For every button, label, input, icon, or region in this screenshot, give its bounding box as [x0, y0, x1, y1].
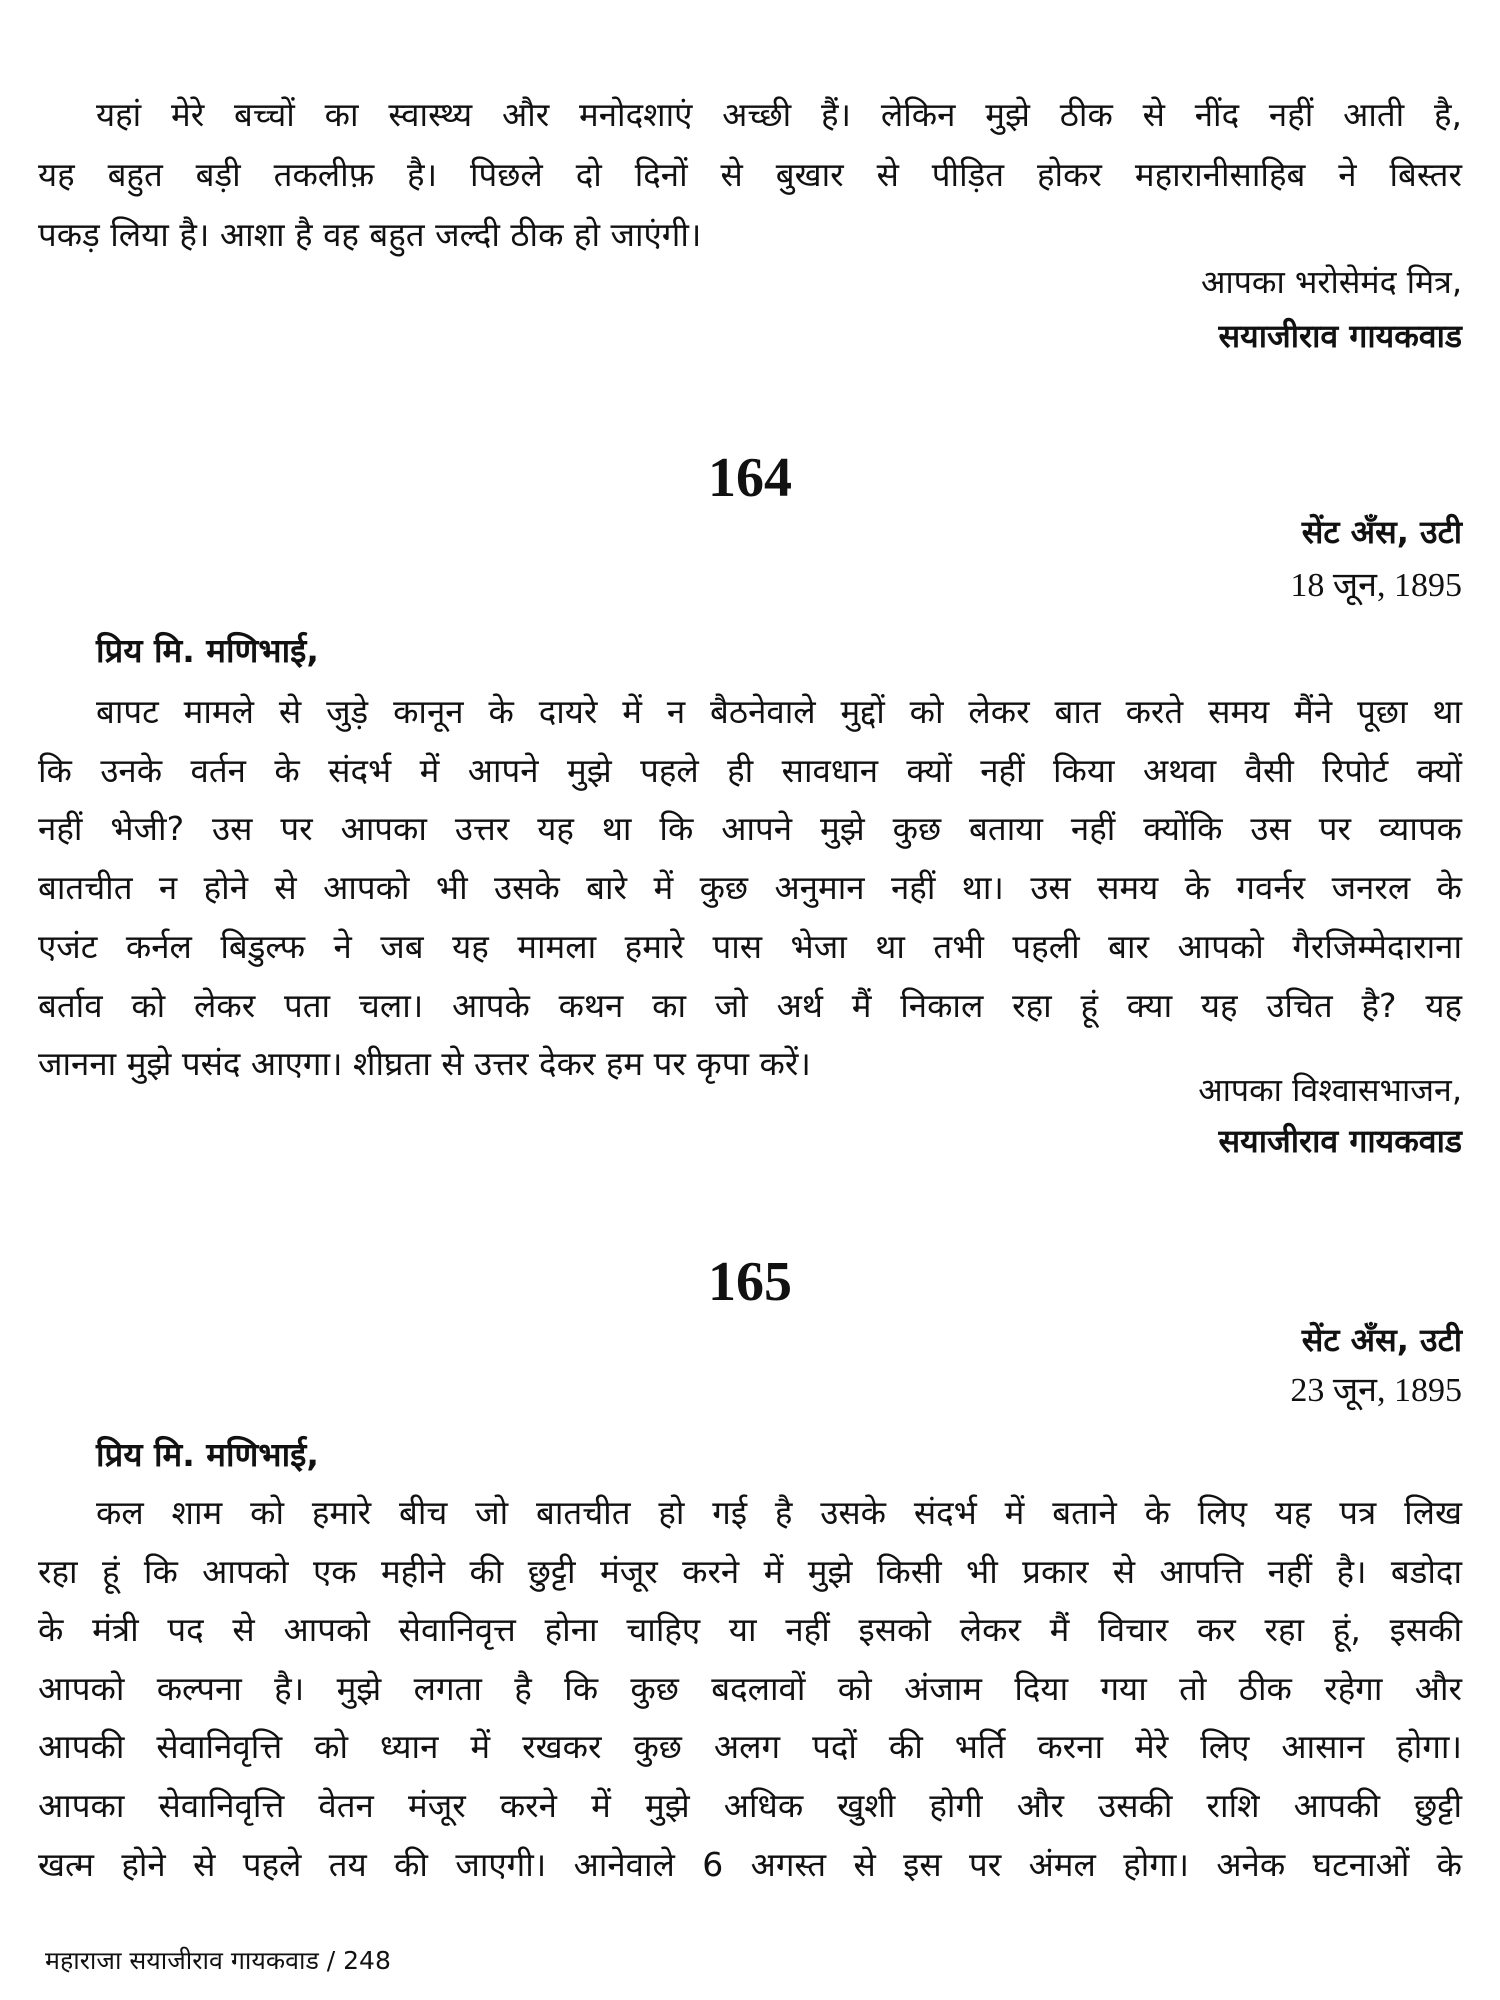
letter-date: 18 जून, 1895 [1290, 567, 1462, 604]
letter-place: सेंट अँस, उटी [1301, 1321, 1462, 1359]
closing-line: आपका भरोसेमंद मित्र, [1201, 263, 1462, 301]
letter-date: 23 जून, 1895 [1290, 1372, 1462, 1409]
paragraph-line: कि उनके वर्तन के संदर्भ में आपने मुझे पहले ही सावधान क्यों नहीं किया अथवा वैसी रिपोर्ट क्यों [38, 750, 1462, 790]
paragraph-line: आपका सेवानिवृत्ति वेतन मंजूर करने में मुझे अधिक खुशी होगी और उसकी राशि आपकी छुट्टी [38, 1786, 1462, 1825]
paragraph-line: के मंत्री पद से आपको सेवानिवृत्त होना चाहिए या नहीं इसको लेकर मैं विचार कर रहा हूं, इसकी [38, 1610, 1462, 1650]
paragraph-line: बातचीत न होने से आपको भी उसके बारे में कुछ अनुमान नहीं था। उस समय के गवर्नर जनरल के [38, 868, 1462, 908]
salutation: प्रिय मि. मणिभाई, [96, 1435, 319, 1474]
paragraph-line: नहीं भेजी? उस पर आपका उत्तर यह था कि आपने मुझे कुछ बताया नहीं क्योंकि उस पर व्यापक [38, 809, 1462, 849]
closing-line: आपका विश्वासभाजन, [1198, 1071, 1462, 1109]
page-footer: महाराजा सयाजीराव गायकवाड / 248 [45, 1946, 391, 1975]
paragraph-line: यहां मेरे बच्चों का स्वास्थ्य और मनोदशाएं अच्छी हैं। लेकिन मुझे ठीक से नींद नहीं आती है, [96, 95, 1462, 134]
letter-number: 165 [708, 1251, 792, 1313]
paragraph-line: आपको कल्पना है। मुझे लगता है कि कुछ बदलावों को अंजाम दिया गया तो ठीक रहेगा और [38, 1668, 1462, 1708]
letter-place: सेंट अँस, उटी [1301, 513, 1462, 551]
paragraph-line: यह बहुत बड़ी तकलीफ़ है। पिछले दो दिनों से बुखार से पीड़ित होकर महारानीसाहिब ने बिस्तर [38, 155, 1462, 194]
paragraph-line: रहा हूं कि आपको एक महीने की छुट्टी मंजूर करने में मुझे किसी भी प्रकार से आपत्ति नहीं है। बडोदा [38, 1551, 1462, 1591]
letter-number: 164 [708, 447, 792, 509]
paragraph-line: पकड़ लिया है। आशा है वह बहुत जल्दी ठीक हो जाएंगी। [38, 215, 702, 254]
paragraph-line: बापट मामले से जुड़े कानून के दायरे में न बैठनेवाले मुद्दों को लेकर बात करते समय मैंने पूछा था [96, 692, 1462, 731]
signature: सयाजीराव गायकवाड [1218, 317, 1462, 355]
paragraph-line: कल शाम को हमारे बीच जो बातचीत हो गई है उसके संदर्भ में बताने के लिए यह पत्र लिख [96, 1493, 1462, 1532]
paragraph-line: बर्ताव को लेकर पता चला। आपके कथन का जो अर्थ मैं निकाल रहा हूं क्या यह उचित है? यह [38, 985, 1462, 1025]
paragraph-line: एजंट कर्नल बिडुल्फ ने जब यह मामला हमारे पास भेजा था तभी पहली बार आपको गैरजिम्मेदाराना [38, 926, 1462, 966]
paragraph-line: जानना मुझे पसंद आएगा। शीघ्रता से उत्तर देकर हम पर कृपा करें। [38, 1044, 811, 1084]
paragraph-line: आपकी सेवानिवृत्ति को ध्यान में रखकर कुछ अलग पदों की भर्ति करना मेरे लिए आसान होगा। [38, 1727, 1462, 1767]
signature: सयाजीराव गायकवाड [1218, 1122, 1462, 1160]
salutation: प्रिय मि. मणिभाई, [96, 631, 319, 670]
paragraph-line: खत्म होने से पहले तय की जाएगी। आनेवाले 6 अगस्त से इस पर अंमल होगा। अनेक घटनाओं के [38, 1844, 1462, 1884]
